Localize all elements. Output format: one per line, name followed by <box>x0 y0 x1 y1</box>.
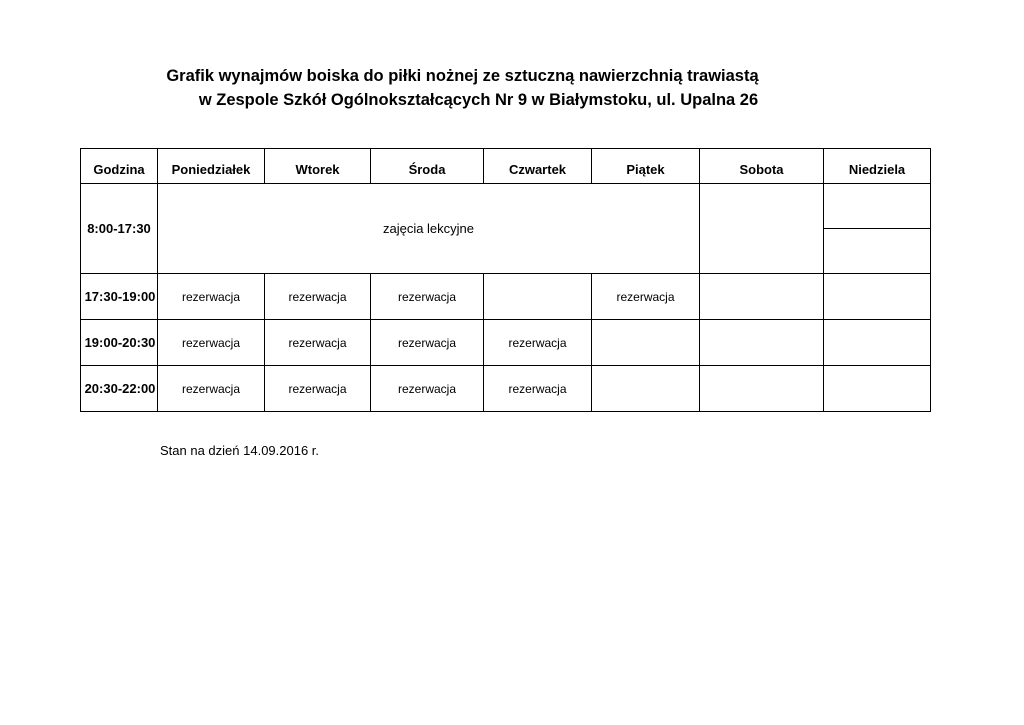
header-row <box>81 149 931 184</box>
empty-cell <box>824 229 931 274</box>
booking-cell: rezerwacja <box>265 366 371 412</box>
booking-cell: rezerwacja <box>371 274 484 320</box>
table-row <box>81 320 931 366</box>
time-cell: 8:00-17:30 <box>81 184 158 274</box>
booking-cell <box>824 366 931 412</box>
table-row <box>81 184 931 229</box>
header-cell: Wtorek <box>265 149 371 184</box>
booking-cell: rezerwacja <box>484 366 592 412</box>
booking-cell: rezerwacja <box>158 366 265 412</box>
header-cell: Sobota <box>700 149 824 184</box>
empty-cell <box>824 184 931 229</box>
booking-cell: rezerwacja <box>592 274 700 320</box>
header-cell: Środa <box>371 149 484 184</box>
title-line-2: w Zespole Szkół Ogólnokształcących Nr 9 w Białymstoku, ul. Upalna 26 <box>198 91 759 109</box>
booking-cell <box>700 320 824 366</box>
schedule-table <box>80 148 931 412</box>
table-row <box>81 366 931 412</box>
booking-cell <box>484 274 592 320</box>
booking-cell: rezerwacja <box>371 366 484 412</box>
booking-cell <box>824 320 931 366</box>
title-line-1: Grafik wynajmów boiska do piłki nożnej ze sztuczną nawierzchnią trawiastą <box>166 67 759 85</box>
header-cell: Poniedziałek <box>158 149 265 184</box>
time-cell: 19:00-20:30 <box>81 320 158 366</box>
time-cell: 20:30-22:00 <box>81 366 158 412</box>
booking-cell: rezerwacja <box>265 274 371 320</box>
header-cell: Piątek <box>592 149 700 184</box>
status-date-note: Stan na dzień 14.09.2016 r. <box>160 443 320 458</box>
booking-cell: rezerwacja <box>158 320 265 366</box>
booking-cell: rezerwacja <box>484 320 592 366</box>
lessons-cell: zajęcia lekcyjne <box>158 184 700 274</box>
table-row <box>81 274 931 320</box>
booking-cell <box>824 274 931 320</box>
document-title <box>0 64 935 112</box>
booking-cell <box>700 274 824 320</box>
booking-cell: rezerwacja <box>371 320 484 366</box>
empty-cell <box>700 184 824 274</box>
header-cell: Niedziela <box>824 149 931 184</box>
time-cell: 17:30-19:00 <box>81 274 158 320</box>
booking-cell: rezerwacja <box>158 274 265 320</box>
booking-cell <box>592 320 700 366</box>
booking-cell <box>700 366 824 412</box>
booking-cell <box>592 366 700 412</box>
booking-cell: rezerwacja <box>265 320 371 366</box>
header-cell: Godzina <box>81 149 158 184</box>
header-cell: Czwartek <box>484 149 592 184</box>
